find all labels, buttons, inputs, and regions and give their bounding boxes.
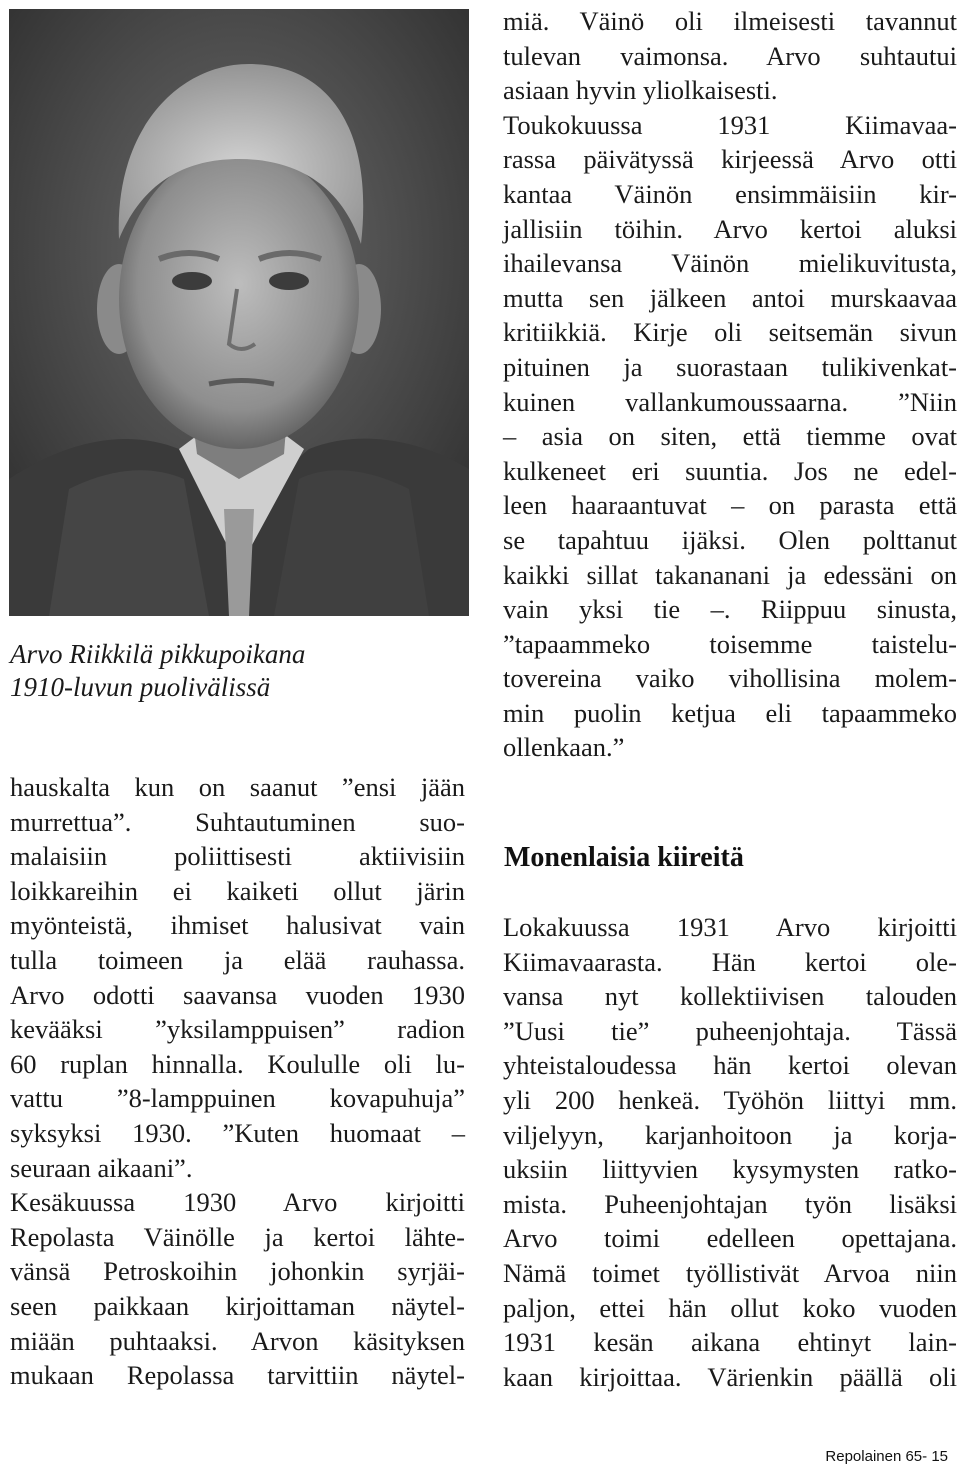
caption-line: Arvo Riikkilä pikkupoikana [10, 639, 306, 669]
text-line: myönteistä, ihmiset halusivat vain [10, 910, 465, 941]
text-line: kritiikkiä. Kirje oli seitsemän sivun [503, 317, 957, 348]
text-line: murrettua”. Suhtautuminen suo- [10, 806, 465, 837]
text-line: tulla toimeen ja elää rauhassa. [10, 944, 465, 975]
text-line: paljon, ettei hän ollut koko vuoden [503, 1292, 957, 1323]
left-column-text [10, 770, 465, 1393]
text-line: Arvo odotti saavansa vuoden 1930 [10, 979, 465, 1010]
portrait-icon [9, 9, 469, 616]
text-line: 1931 kesän aikana ehtinyt lain- [503, 1327, 957, 1358]
text-line: Lokakuussa 1931 Arvo kirjoitti [503, 912, 957, 942]
text-line: Kesäkuussa 1930 Arvo kirjoitti [10, 1187, 465, 1218]
text-line: kuinen vallankumoussaarna. ”Niin [503, 386, 957, 417]
right-column-text-top [503, 4, 957, 765]
text-line: yhteistaloudessa hän kertoi olevan [503, 1050, 957, 1081]
text-line: Repolasta Väinölle ja kertoi lähte- [10, 1221, 465, 1252]
page-footer: Repolainen 65- 15 [825, 1448, 948, 1465]
text-line: vain yksi tie –. Riippuu sinusta, [503, 594, 957, 625]
text-line: kulkeneet eri suuntia. Jos ne edel- [503, 455, 957, 486]
text-line: kaikki sillat takananani ja edessäni on [503, 559, 957, 590]
text-line: yli 200 henkeä. Työhön liittyi mm. [503, 1084, 957, 1115]
text-line: kaan kirjoittaa. Värienkin päällä oli [503, 1361, 957, 1392]
text-line: vattu ”8-lamppuinen kovapuhuja” [10, 1083, 465, 1114]
text-line: malaisiin poliittisesti aktiivisiin [10, 841, 465, 872]
text-line: ihailevansa Väinön mielikuvitusta, [503, 248, 957, 279]
text-line: 60 ruplan hinnalla. Koululle oli lu- [10, 1048, 465, 1079]
text-line: seen paikkaan kirjoittaman näytel- [10, 1290, 465, 1321]
text-line: leen haaraantuvat – on parasta että [503, 490, 957, 521]
text-line: kevääksi ”yksilamppuisen” radion [10, 1014, 465, 1045]
text-line: uksiin liittyvien kysymysten ratko- [503, 1154, 957, 1185]
text-line: Arvo toimi edelleen opettajana. [503, 1223, 957, 1254]
text-line: mista. Puheenjohtajan työn lisäksi [503, 1188, 957, 1219]
text-line: miä. Väinö oli ilmeisesti tavannut [503, 6, 957, 36]
text-line: se tapahtuu ijäksi. Olen polttanut [503, 524, 957, 555]
text-line: hauskalta kun on saanut ”ensi jään [10, 772, 465, 802]
text-line: viljelyyn, karjanhoitoon ja korja- [503, 1119, 957, 1150]
text-line: loikkareihin ei kaiketi ollut järin [10, 875, 465, 906]
text-line: tovereina vaiko vihollisina molem- [503, 663, 957, 694]
text-line: kantaa Väinön ensimmäisiin kir- [503, 178, 957, 209]
text-line: miään puhtaaksi. Arvon käsityksen [10, 1325, 465, 1356]
text-line: ollenkaan.” [503, 732, 625, 763]
text-line: Toukokuussa 1931 Kiimavaa- [503, 109, 957, 140]
text-line: pituinen ja suorastaan tulikivenkat- [503, 351, 957, 382]
text-line: vänsä Petroskoihin johonkin syrjäi- [10, 1256, 465, 1287]
text-line: ”Uusi tie” puheenjohtaja. Tässä [503, 1015, 957, 1046]
text-line: min puolin ketjua eli tapaammeko [503, 697, 957, 728]
portrait-photo [9, 9, 469, 616]
text-line: asiaan hyvin yliolkaisesti. [503, 75, 778, 106]
text-line: – asia on siten, että tiemme ovat [503, 421, 957, 452]
text-line: ”tapaammeko toisemme taistelu- [503, 628, 957, 659]
text-line: jallisiin töihin. Arvo kertoi aluksi [503, 213, 957, 244]
caption-line: 1910-luvun puolivälissä [10, 672, 271, 702]
text-line: seuraan aikaani”. [10, 1152, 193, 1183]
text-line: syksyksi 1930. ”Kuten huomaat – [10, 1117, 465, 1148]
text-line: mutta sen jälkeen antoi murskaavaa [503, 282, 957, 313]
section-heading: Monenlaisia kiireitä [504, 842, 744, 873]
text-line: Kiimavaarasta. Hän kertoi ole- [503, 946, 957, 977]
text-line: Nämä toimet työllistivät Arvoa niin [503, 1257, 957, 1288]
text-line: vansa nyt kollektiivisen talouden [503, 981, 957, 1012]
text-line: mukaan Repolassa tarvittiin näytel- [10, 1360, 465, 1391]
right-column-text-bottom [503, 910, 957, 1394]
text-line: rassa päivätyssä kirjeessä Arvo otti [503, 144, 957, 175]
text-line: tulevan vaimonsa. Arvo suhtautui [503, 40, 957, 71]
photo-caption [10, 638, 470, 704]
